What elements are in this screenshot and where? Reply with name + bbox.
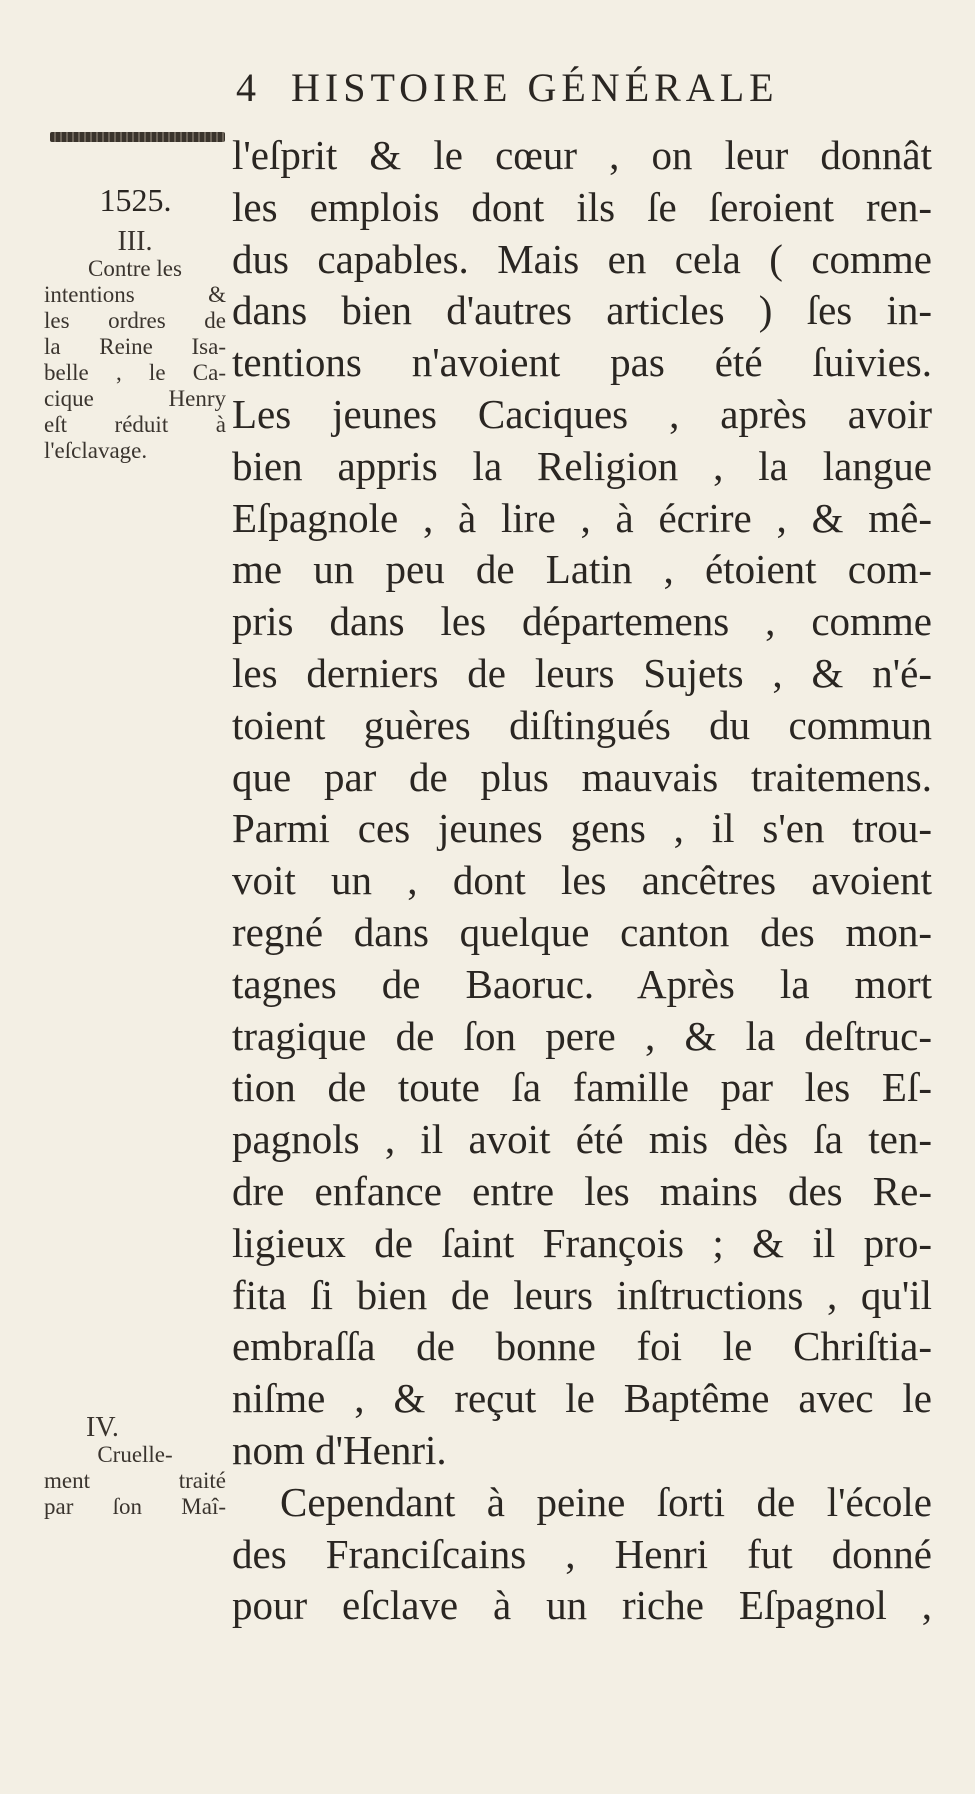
text-line: pris dans les départemens , comme	[232, 598, 932, 645]
text-line: niſme , & reçut le Baptême avec le	[232, 1375, 932, 1422]
margin-note-line: belle , le Ca-	[44, 360, 226, 385]
text-line: l'eſprit & le cœur , on leur donnât	[232, 132, 932, 178]
margin-note-line: Contre les	[88, 256, 182, 281]
text-line: nom d'Henri.	[232, 1426, 447, 1473]
margin-note-line: cique Henry	[44, 386, 226, 411]
text-line: dus capables. Mais en cela ( comme	[232, 235, 932, 282]
text-line: des Franciſcains , Henri fut donné	[232, 1530, 932, 1577]
text-line: Eſpagnole , à lire , à écrire , & mê-	[232, 494, 932, 541]
text-line: Parmi ces jeunes gens , il s'en trou-	[232, 805, 932, 852]
margin-note-line: eſt réduit à	[44, 412, 226, 437]
margin-note-line: la Reine Isa-	[44, 334, 226, 359]
margin-year: 1525.	[99, 182, 172, 218]
text-line: embraſſa de bonne foi le Chriſtia-	[232, 1323, 932, 1370]
text-line: Cependant à peine ſorti de l'école	[280, 1478, 932, 1525]
margin-note-number: III.	[117, 226, 153, 257]
text-line: dans bien d'autres articles ) ſes in-	[232, 287, 932, 334]
margin-note-line: par ſon Maî-	[44, 1494, 226, 1519]
text-line: dre enfance entre les mains des Re-	[232, 1167, 932, 1214]
ornamental-rule	[50, 132, 225, 142]
text-line: tragique de ſon pere , & la deſtruc-	[232, 1012, 932, 1059]
margin-note-line: Cruelle-	[97, 1442, 173, 1467]
text-line: me un peu de Latin , étoient com-	[232, 546, 932, 593]
text-line: tentions n'avoient pas été ſuivies.	[232, 339, 932, 386]
text-line: bien appris la Religion , la langue	[232, 442, 932, 489]
text-line: fita ſi bien de leurs inſtructions , qu'il	[232, 1271, 932, 1318]
page-number: 4	[236, 65, 261, 110]
text-line: les derniers de leurs Sujets , & n'é-	[232, 649, 932, 696]
text-line: les emplois dont ils ſe ſeroient ren-	[232, 183, 932, 230]
margin-note-line: l'eſclavage.	[44, 438, 148, 463]
text-line: ligieux de ſaint François ; & il pro-	[232, 1219, 932, 1266]
running-title: HISTOIRE GÉNÉRALE	[291, 65, 779, 110]
text-line: toient guères diſtingués du commun	[232, 701, 932, 748]
text-line: pagnols , il avoit été mis dès ſa ten-	[232, 1116, 932, 1163]
margin-note-line: les ordres de	[44, 308, 226, 333]
text-line: regné dans quelque canton des mon-	[232, 908, 932, 955]
running-header	[236, 64, 856, 112]
margin-note-4	[44, 1414, 226, 1520]
margin-note-line: ment traité	[44, 1468, 226, 1493]
margin-note-line: intentions &	[44, 282, 226, 307]
text-line: tion de toute ſa famille par les Eſ-	[232, 1064, 932, 1111]
margin-note-3	[44, 228, 226, 464]
text-line: tagnes de Baoruc. Après la mort	[232, 960, 932, 1007]
body-text	[232, 130, 932, 1632]
text-line: Les jeunes Caciques , après avoir	[232, 390, 932, 437]
margin-note-number: IV.	[86, 1412, 119, 1443]
text-line: pour eſclave à un riche Eſpagnol ,	[232, 1582, 932, 1629]
text-line: que par de plus mauvais traitemens.	[232, 753, 932, 800]
text-line: voit un , dont les ancêtres avoient	[232, 857, 932, 904]
